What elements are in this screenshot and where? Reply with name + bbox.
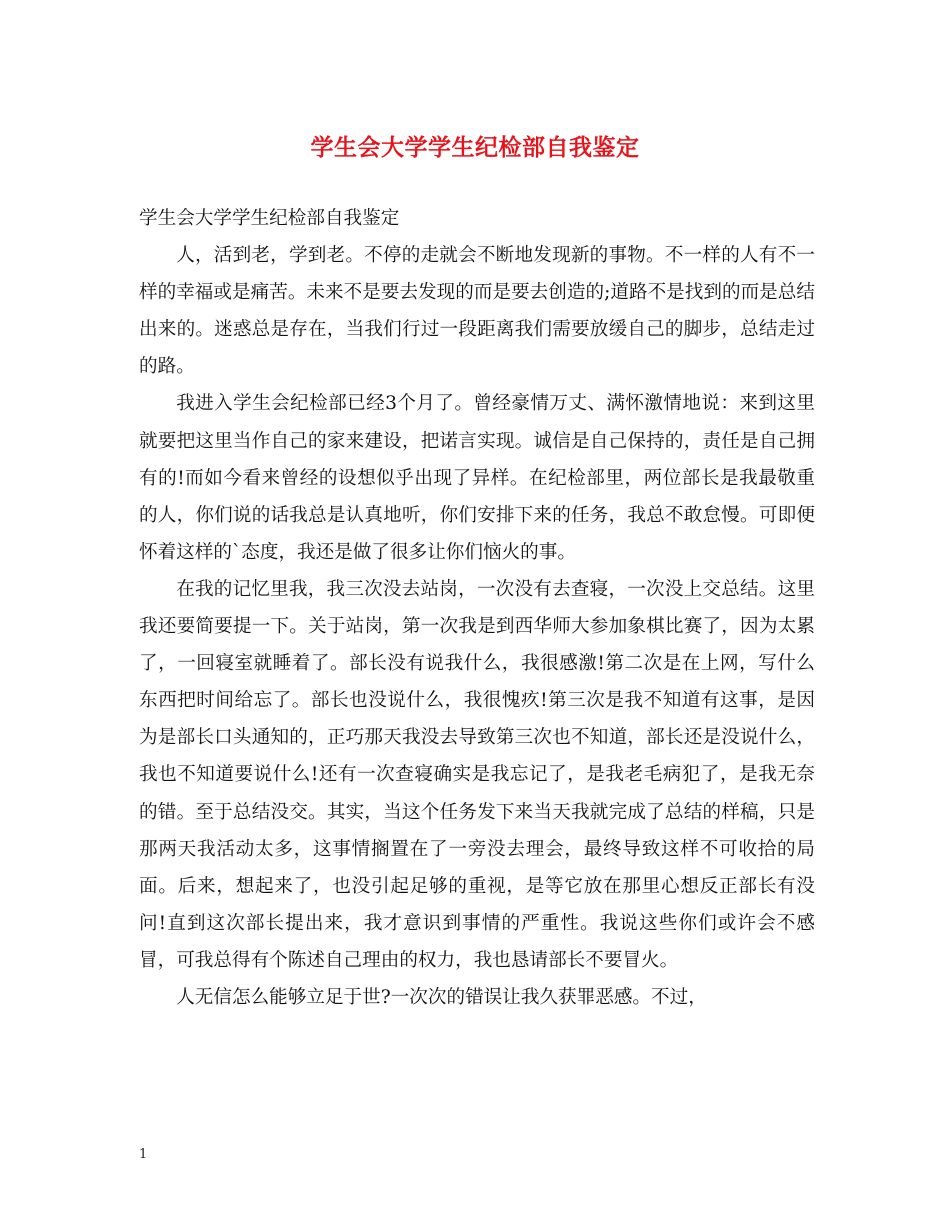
page-number: 1 [139,1147,148,1162]
paragraph-1: 人，活到老，学到老。不停的走就会不断地发现新的事物。不一样的人有不一样的幸福或是痛苦。未来不是要去发现的而是要去创造的;道路不是找到的而是总结出来的。迷惑总是存在，当我们行过一段距离我们需要放缓自己的脚步，总结走过的路。 [139,245,815,378]
paragraph-2: 我进入学生会纪检部已经3个月了。曾经豪情万丈、满怀激情地说：来到这里就要把这里当作自己的家来建设，把诺言实现。诚信是自己保持的，责任是自己拥有的!而如今看来曾经的设想似乎出现了异样。在纪检部里，两位部长是我最敬重的人，你们说的话我总是认真地听，你们安排下来的任务，我总不敢怠慢。可即便怀着这样的`态度，我还是做了很多让你们恼火的事。 [139,393,815,563]
document-title: 学生会大学学生纪检部自我鉴定 [310,134,640,161]
document-subtitle: 学生会大学学生纪检部自我鉴定 [139,208,400,229]
document-body [139,200,815,1016]
paragraph-4: 人无信怎么能够立足于世?一次次的错误让我久获罪恶感。不过， [176,986,707,1008]
paragraph-3: 在我的记忆里我，我三次没去站岗，一次没有去查寝，一次没上交总结。这里我还要简要提一下。关于站岗，第一次我是到西华师大参加象棋比赛了，因为太累了，一回寝室就睡着了。部长没有说我什么，我很感激!第二次是在上网，写什么东西把时间给忘了。部长也没说什么，我很愧疚!第三次是我不知道有这事，是因为是部长口头通知的，正巧那天我没去导致第三次也不知道，部长还是没说什么，我也不知道要说什么!还有一次查寝确实是我忘记了，是我老毛病犯了，是我无奈的错。至于总结没交。其实，当这个任务发下来当天我就完成了总结的样稿，只是那两天我活动太多，这事情搁置在了一旁没去理会，最终导致这样不可收拾的局面。后来，想起来了，也没引起足够的重视，是等它放在那里心想反正部长有没问!直到这次部长提出来，我才意识到事情的严重性。我说这些你们或许会不感冒，可我总得有个陈述自己理由的权力，我也恳请部长不要冒火。 [139,578,815,971]
